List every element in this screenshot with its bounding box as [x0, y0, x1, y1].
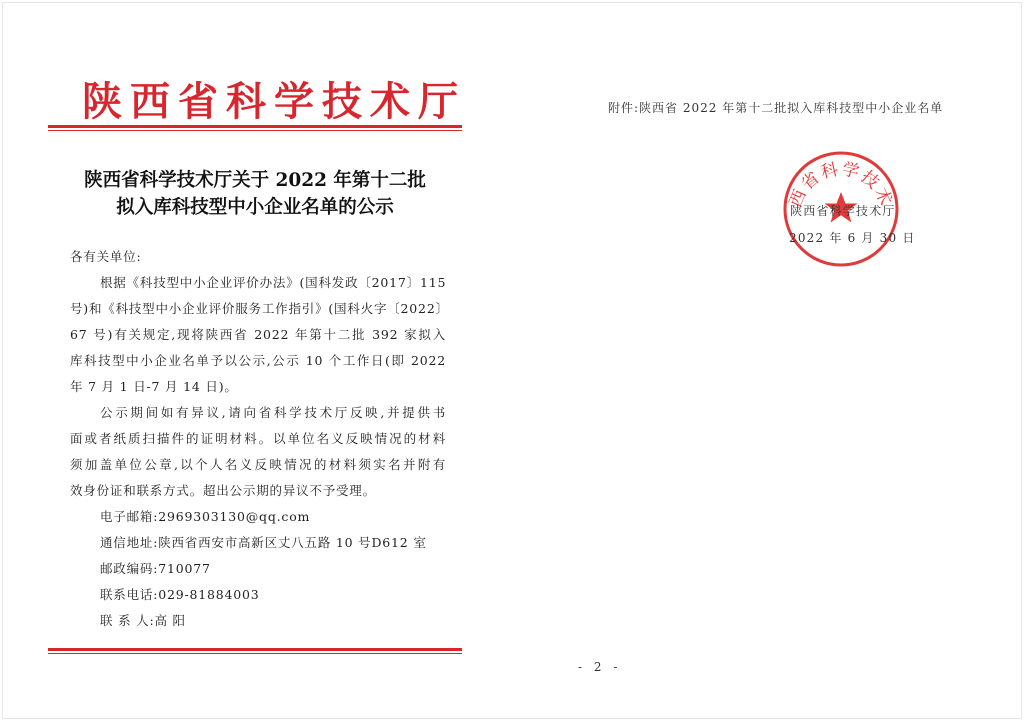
para1-line: 67 号)有关规定,现将陕西省 2022 年第十二批 392 家拟入 [70, 327, 446, 342]
letterhead-redline-thin [48, 130, 462, 131]
attachment-caption: 附件:陕西省 2022 年第十二批拟入库科技型中小企业名单 [608, 101, 944, 115]
document-body [70, 244, 449, 634]
para1-line: 号)和《科技型中小企业评价服务工作指引》(国科火字〔2022〕 [70, 301, 449, 316]
salutation: 各有关单位: [70, 249, 142, 264]
contact-postcode: 邮政编码:710077 [100, 561, 211, 576]
seal-ring-text: 西省科学技术 [785, 159, 897, 211]
page-number: - 2 - [578, 660, 622, 674]
signing-date: 2022 年 6 月 30 日 [789, 231, 916, 245]
document-title-line-2: 拟入库科技型中小企业名单的公示 [116, 197, 394, 218]
document-title-line-1: 陕西省科学技术厅关于 2022 年第十二批 [84, 170, 426, 191]
contact-phone: 联系电话:029-81884003 [100, 587, 260, 602]
para2-line: 面或者纸质扫描件的证明材料。以单位名义反映情况的材料 [70, 431, 446, 446]
para1-line: 年 7 月 1 日-7 月 14 日)。 [70, 379, 238, 394]
para2-line: 须加盖单位公章,以个人名义反映情况的材料须实名并附有 [70, 457, 446, 472]
letterhead-title: 陕西省科学技术厅 [82, 78, 466, 125]
contact-email: 电子邮箱:2969303130@qq.com [100, 509, 311, 524]
footer-redline-thick [48, 648, 462, 651]
contact-address: 通信地址:陕西省西安市高新区丈八五路 10 号D612 室 [100, 535, 427, 550]
para1-line: 库科技型中小企业名单予以公示,公示 10 个工作日(即 2022 [70, 353, 446, 368]
letterhead-redline-thick [48, 125, 462, 128]
signing-organization: 陕西省科学技术厅 [790, 204, 896, 218]
contact-person: 联 系 人:高 阳 [100, 613, 186, 628]
footer-redline-thin [48, 653, 462, 654]
para2-line: 公示期间如有异议,请向省科学技术厅反映,并提供书 [100, 405, 446, 420]
para1-line: 根据《科技型中小企业评价办法》(国科发政〔2017〕115 [100, 275, 447, 290]
para2-line: 效身份证和联系方式。超出公示期的异议不予受理。 [70, 483, 376, 498]
